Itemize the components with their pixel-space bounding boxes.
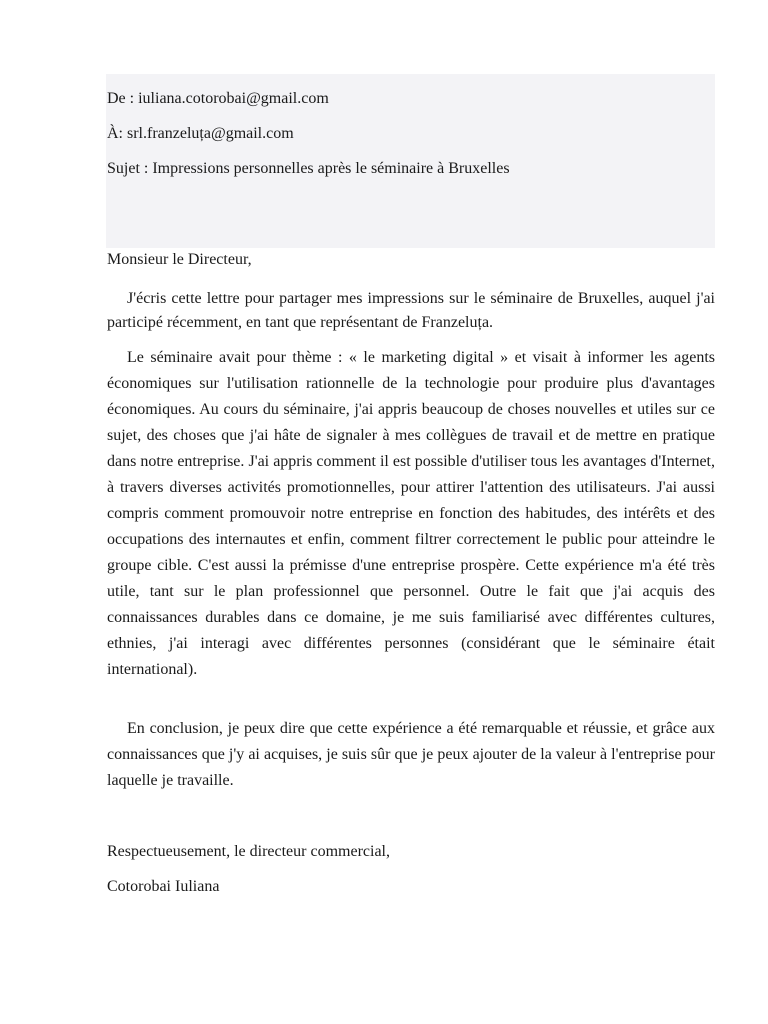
letter-closing: Respectueusement, le directeur commercial, [107,843,390,860]
email-subject: Sujet : Impressions personnelles après le séminaire à Bruxelles [107,160,510,177]
letter-paragraph-2-text: Le séminaire avait pour thème : « le marketing digital » et visait à informer les agents économiques sur l'utilisation rationnelle de la technologie pour produire plus d'avantages économiques. Au cours du séminaire, j'ai appris beaucoup de choses nouvelles et utiles sur ce sujet, des choses que j'ai hâte de signaler à mes collègues de travail et de mettre en pratique dans notre entreprise. J'ai appris comment il est possible d'utiliser tous les avantages d'Internet, à travers diverses activités promotionnelles, pour attirer l'attention des utilisateurs. J'ai aussi compris comment promouvoir notre entreprise en fonction des habitudes, des intérêts et des occupations des internautes et enfin, comment filtrer correctement le public pour atteindre le groupe cible. C'est aussi la prémisse d'une entreprise prospère. Cette expérience m'a été très utile, tant sur le plan professionnel que personnel. Outre le fait que j'ai acquis des connaissances durables dans ce domaine, je me suis familiarisé avec différentes cultures, ethnies, j'ai interagi avec différentes personnes (considérant que le séminaire était international). [107,349,715,678]
letter-paragraph-2 [107,345,715,683]
letter-signature: Cotorobai Iuliana [107,878,220,895]
letter-salutation: Monsieur le Directeur, [107,251,252,268]
email-to: À: srl.franzeluța@gmail.com [107,125,294,142]
letter-paragraph-1-text: J'écris cette lettre pour partager mes impressions sur le séminaire de Bruxelles, auquel j'ai participé récemment, en tant que représentant de Franzeluța. [107,290,715,331]
letter-paragraph-3-text: En conclusion, je peux dire que cette expérience a été remarquable et réussie, et grâce aux connaissances que j'y ai acquises, je suis sûr que je peux ajouter de la valeur à l'entreprise pour laquelle je travaille. [107,720,715,789]
letter-paragraph-3 [107,716,715,794]
email-from: De : iuliana.cotorobai@gmail.com [107,90,329,107]
letter-paragraph-1 [107,287,715,335]
